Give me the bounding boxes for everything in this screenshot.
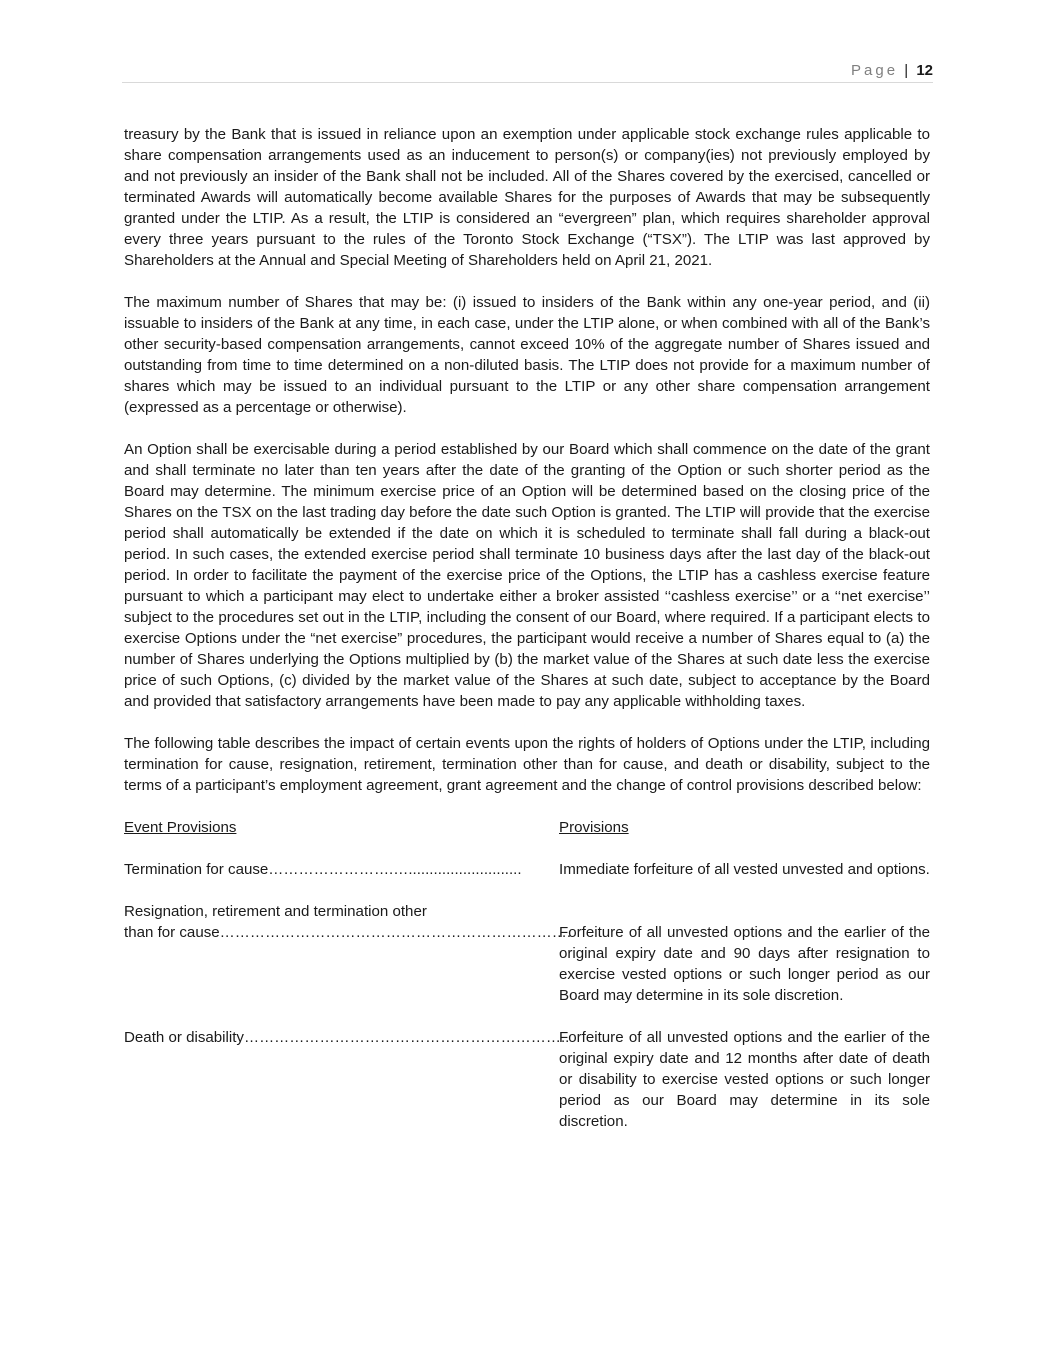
provision-cell: Forfeiture of all unvested options and the earlier of the original expiry date and 90 days after resignation to exercise vested options or such longer period as our Board may determine in its sole discretion.: [559, 924, 930, 1004]
document-body: [124, 124, 930, 1153]
event-cell: [124, 1027, 570, 1132]
page-separator: |: [904, 62, 909, 79]
table-row: [124, 859, 930, 880]
paragraph-option-exercise: An Option shall be exercisable during a period established by our Board which shall commence on the date of the grant and shall terminate no later than ten years after the date of the granting of the Option or such shorter period as the Board may determine. The minimum exercise price of an Option will be determined based on the closing price of the Shares on the TSX on the last trading day before the date such Option is granted. The LTIP will provide that the exercise period shall automatically be extended if the date on which it is scheduled to terminate shall fall during a black-out period. In such cases, the extended exercise period shall terminate 10 business days after the last day of the black-out period. In order to facilitate the payment of the exercise price of the Options, the LTIP has a cashless exercise feature pursuant to which a participant may elect to undertake either a broker assisted ‘‘cashless exercise’’ or a ‘‘net exercise’’ subject to the procedures set out in the LTIP, including the consent of our Board, where required. If a participant elects to exercise Options under the “net exercise” procedures, the participant would receive a number of Shares equal to (a) the number of Shares underlying the Options multiplied by (b) the market value of the Shares at such date less the exercise price of such Options, (c) divided by the market value of the Shares at such date, subject to acceptance by the Board and provided that satisfactory arrangements have been made to pay any applicable withholding taxes.: [124, 441, 930, 710]
paragraph-table-intro: The following table describes the impact of certain events upon the rights of holders of Options under the LTIP, including termination for cause, resignation, retirement, termination other than for cause, and death or disability, subject to the terms of a participant’s employment agreement, grant agreement and the change of control provisions described below:: [124, 735, 930, 794]
page-header: [122, 60, 933, 83]
provision-cell: Forfeiture of all unvested options and the earlier of the original expiry date and 12 months after date of death or disability to exercise vested options or such longer period as our Board may determine in its sole discretion.: [559, 1029, 930, 1130]
event-label-prefix: Resignation, retirement and termination other: [124, 903, 427, 920]
event-leader-line: [124, 859, 526, 880]
event-cell: [124, 901, 572, 1006]
event-leader-line: [124, 1027, 570, 1048]
dot-leader: …………………………………………………………….: [219, 924, 572, 941]
table-row: [124, 901, 930, 1006]
event-label: Termination for cause: [124, 861, 269, 878]
event-label: Death or disability: [124, 1029, 244, 1046]
column-header-provisions: Provisions: [559, 819, 629, 836]
table-header-row: [124, 817, 930, 838]
dot-leader: ………………………………………………………..: [243, 1029, 570, 1046]
paragraph-insider-limits: The maximum number of Shares that may be: (i) issued to insiders of the Bank within any one-year period, and (ii) issuable to insiders of the Bank at any time, in each case, under the LTIP alone, or when combined with all of the Bank’s other security-based compensation arrangements, cannot exceed 10% of the aggregate number of Shares issued and outstanding from time to time determined on a non-diluted basis. The LTIP does not provide for a maximum number of shares which may be issued to an individual pursuant to the LTIP or any other share compensation arrangement (expressed as a percentage or otherwise).: [124, 294, 930, 416]
dot-leader: …………………….…...........................: [268, 861, 522, 878]
page-number: 12: [916, 62, 933, 79]
provisions-table: [124, 817, 930, 1132]
table-row: [124, 1027, 930, 1132]
event-cell: [124, 859, 559, 880]
paragraph-evergreen: treasury by the Bank that is issued in reliance upon an exemption under applicable stock exchange rules applicable to share compensation arrangements used as an inducement to person(s) or company(ies) not previously employed by and not previously an insider of the Bank shall not be included. All of the Shares covered by the exercised, cancelled or terminated Awards will automatically become available Shares for the purposes of Awards that may be subsequently granted under the LTIP. As a result, the LTIP is considered an “evergreen” plan, which requires shareholder approval every three years pursuant to the rules of the Toronto Stock Exchange (“TSX”). The LTIP was last approved by Shareholders at the Annual and Special Meeting of Shareholders held on April 21, 2021.: [124, 126, 930, 269]
event-leader-line: [124, 922, 572, 943]
provision-cell: Immediate forfeiture of all vested unvested and options.: [559, 861, 930, 878]
event-label: than for cause: [124, 924, 220, 941]
page-label: Page: [851, 62, 899, 79]
column-header-event: Event Provisions: [124, 819, 237, 836]
